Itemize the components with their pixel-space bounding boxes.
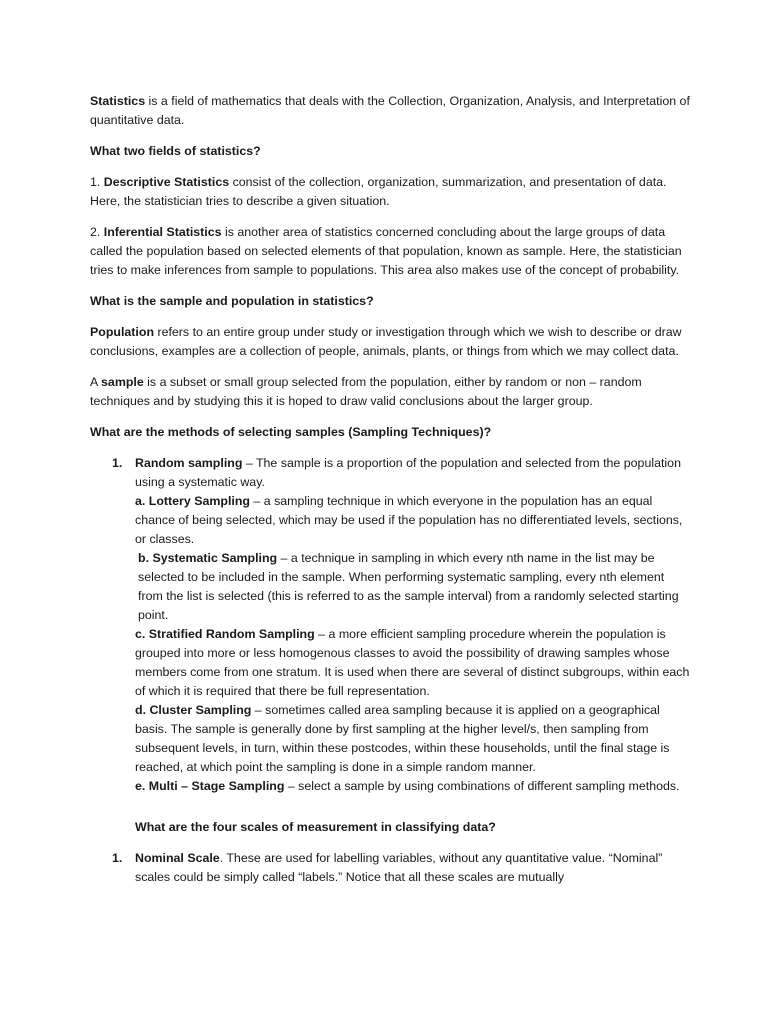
question-two-fields xyxy=(90,142,690,161)
systematic-sampling xyxy=(135,549,690,625)
population-term: Population xyxy=(90,325,155,339)
cluster-sampling xyxy=(135,701,690,777)
nominal-scale-paragraph xyxy=(135,849,690,887)
lottery-sampling-term: a. Lottery Sampling xyxy=(135,494,250,508)
inferential-text: is another area of statistics concerned concluding about the large groups of data called the population based on selected elements of that population, known as sample. Here, the statistician tries to make inferences from sample to populations. This area also makes use of the concept of probability. xyxy=(90,225,682,277)
random-sampling-line xyxy=(135,454,690,492)
sampling-list-number: 1. xyxy=(112,456,123,470)
descriptive-term: Descriptive Statistics xyxy=(103,175,230,189)
sample-prefix: A xyxy=(90,375,102,389)
intro-text: is a field of mathematics that deals with the Collection, Organization, Analysis, and Interpretation of quantitative data. xyxy=(90,94,690,127)
sample-text: is a subset or small group selected from the population, either by random or non – random techniques and by studying this it is hoped to draw valid conclusions about the larger group. xyxy=(90,375,642,408)
population-paragraph xyxy=(90,323,690,361)
cluster-sampling-text: – sometimes called area sampling because it is applied on a geographical basis. The sample is generally done by first sampling at the higher level/s, then sampling from subsequent levels, in turn, within these postcodes, within these households, until the final stage is reached, at which point the sampling is done in a simple random manner. xyxy=(135,703,670,774)
scales-list-item xyxy=(67,849,690,887)
stratified-sampling-term: c. Stratified Random Sampling xyxy=(135,627,315,641)
lottery-sampling-text: – a sampling technique in which everyone in the population has an equal chance of being selected, which may be used if the population has no differentiated levels, sections, or classes. xyxy=(135,494,683,546)
scales-list-number: 1. xyxy=(112,851,123,865)
descriptive-paragraph xyxy=(90,173,690,211)
multi-stage-sampling-text: – select a sample by using combinations of different sampling methods. xyxy=(284,779,680,793)
question-sampling-methods-text: What are the methods of selecting samples (Sampling Techniques)? xyxy=(90,425,492,439)
inferential-paragraph xyxy=(90,223,690,280)
question-two-fields-text: What two fields of statistics? xyxy=(90,144,261,158)
sample-term: sample xyxy=(101,375,144,389)
question-sample-population-text: What is the sample and population in statistics? xyxy=(90,294,374,308)
random-sampling-text: – The sample is a proportion of the population and selected from the population using a systematic way. xyxy=(135,456,681,489)
multi-stage-sampling-term: e. Multi – Stage Sampling xyxy=(135,779,285,793)
inferential-number: 2. xyxy=(90,225,104,239)
descriptive-number: 1. xyxy=(90,175,104,189)
sample-paragraph xyxy=(90,373,690,411)
cluster-sampling-term: d. Cluster Sampling xyxy=(135,703,252,717)
nominal-scale-text: . These are used for labelling variables, without any quantitative value. “Nominal” scales could be simply called “labels.” Notice that all these scales are mutually xyxy=(135,851,663,884)
question-scales xyxy=(90,818,690,837)
random-sampling-term: Random sampling xyxy=(135,456,243,470)
descriptive-text: consist of the collection, organization, summarization, and presentation of data. Here, the statistician tries to describe a given situation. xyxy=(90,175,667,208)
question-scales-text: What are the four scales of measurement in classifying data? xyxy=(135,820,496,834)
nominal-scale-term: Nominal Scale xyxy=(135,851,220,865)
systematic-sampling-text: – a technique in sampling in which every nth name in the list may be selected to be included in the sample. When performing systematic sampling, every nth element from the list is selected (this is referred to as the sample interval) from a randomly selected starting point. xyxy=(138,551,679,622)
question-sampling-methods xyxy=(90,423,690,442)
intro-paragraph xyxy=(90,92,690,130)
document-content xyxy=(90,92,690,887)
multi-stage-sampling xyxy=(135,777,690,796)
stratified-sampling xyxy=(135,625,690,701)
population-text: refers to an entire group under study or investigation through which we wish to describe or draw conclusions, examples are a collection of people, animals, plants, or things from which we may collect data. xyxy=(90,325,682,358)
intro-term: Statistics xyxy=(90,94,146,108)
sampling-list-item xyxy=(90,454,690,796)
systematic-sampling-term: b. Systematic Sampling xyxy=(138,551,278,565)
question-sample-population xyxy=(90,292,690,311)
lottery-sampling xyxy=(135,492,690,549)
inferential-term: Inferential Statistics xyxy=(103,225,222,239)
stratified-sampling-text: – a more efficient sampling procedure wherein the population is grouped into more or less homogenous classes to avoid the possibility of drawing samples whose members come from one stratum. It is used when there are several of distinct subgroups, within each of which it is required that there be full representation. xyxy=(135,627,690,698)
